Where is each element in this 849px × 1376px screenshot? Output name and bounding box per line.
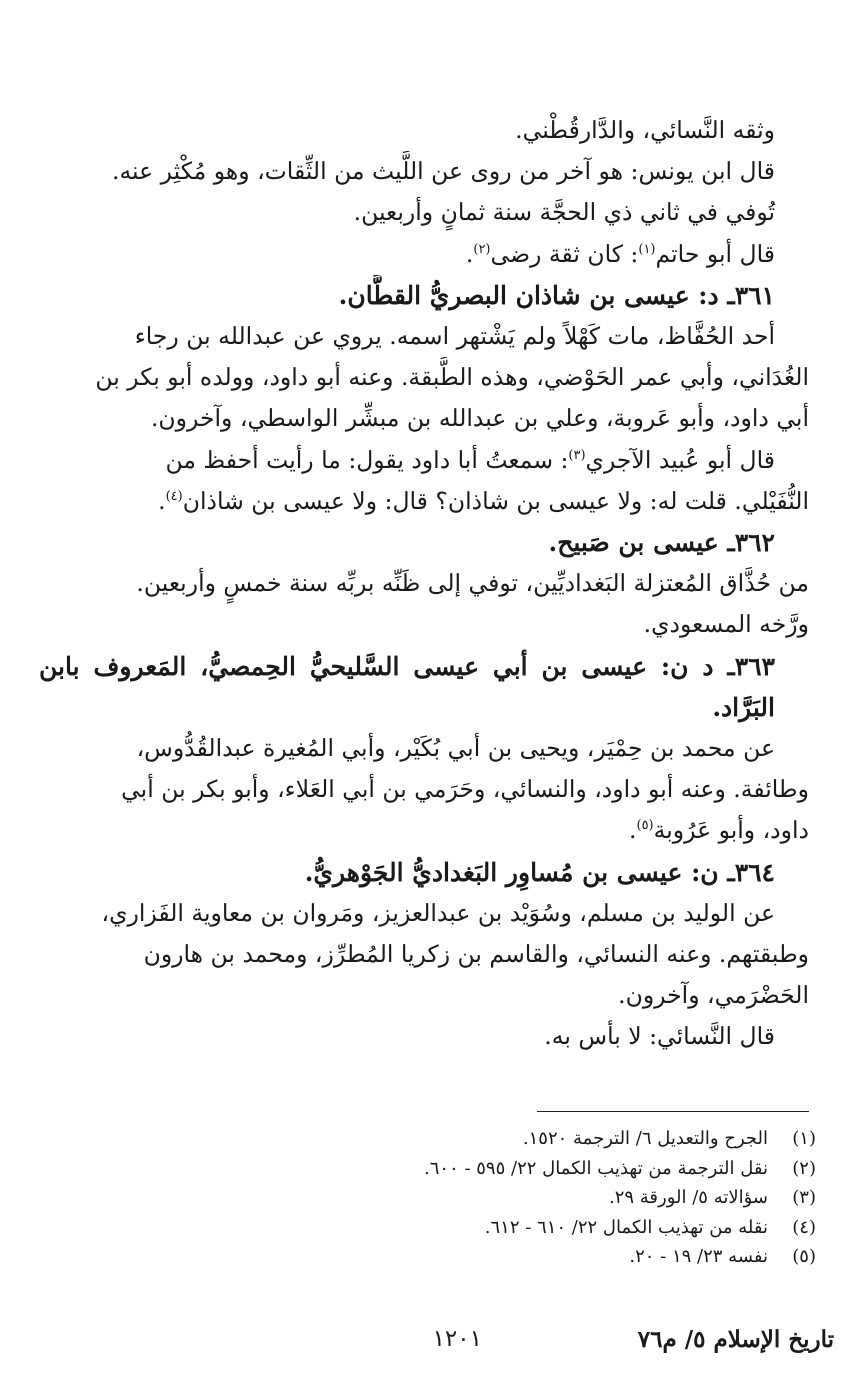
entry-heading-362: ٣٦٢ـ عيسى بن صَبيح.: [548, 528, 775, 558]
entry-heading-363: ٣٦٣ـ د ن: عيسى بن أبي عيسى السَّليحيُّ الحِمصيُّ، المَعروف بابن البَرَّاد.: [39, 651, 775, 722]
text-line: أبي داود، وأبو عَروبة، وعلي بن عبدالله بن مبشِّر الواسطي، وآخرون.: [150, 404, 809, 433]
footnote-text: نقله من تهذيب الكمال ٢٢/ ٦١٠ - ٦١٢.: [484, 1216, 768, 1238]
entry-heading-361: ٣٦١ـ د: عيسى بن شاذان البصريُّ القطَّان.: [338, 280, 775, 310]
text-line: أحد الحُفَّاظ، مات كَهْلاً ولم يَشْتهر اسمه. يروي عن عبدالله بن رجاء: [134, 322, 775, 351]
footnote: [116, 1154, 816, 1184]
footnote-number: (٥): [792, 1246, 816, 1267]
text-line: الحَضْرَمي، وآخرون.: [618, 981, 809, 1010]
text-line: قال النَّسائي: لا بأس به.: [544, 1022, 775, 1051]
text-line: عن الوليد بن مسلم، وسُوَيْد بن عبدالعزيز، ومَروان بن معاوية الفَزاري،: [101, 898, 775, 927]
text-line: من حُذَّاق المُعتزلة البَغداديِّين، توفي إلى ظَنِّه بربِّه سنة خمسٍ وأربعين.: [136, 569, 809, 598]
footnote-number: (١): [792, 1128, 816, 1149]
footnote-ref: (١): [638, 241, 656, 257]
text-line: وطائفة. وعنه أبو داود، والنسائي، وحَرَمي بن أبي العَلاء، وأبو بكر بن أبي: [121, 775, 809, 804]
text-line: داود، وأبو عَرُوبة$^{(٥)}$.: [629, 816, 809, 845]
text-line: قال أبو حاتم$^{(١)}$: كان ثقة رضى$^{(٢)}$.: [465, 239, 775, 268]
footnote-text: نقل الترجمة من تهذيب الكمال ٢٢/ ٥٩٥ - ٦٠٠.: [423, 1157, 768, 1179]
footnote-text: الجرح والتعديل ٦/ الترجمة ١٥٢٠.: [522, 1128, 768, 1149]
footnote: [116, 1213, 816, 1243]
text-line: الغُدَاني، وأبي عمر الحَوْضي، وهذه الطَّبقة. وعنه أبو داود، وولده أبو بكر بن: [95, 363, 809, 392]
footnote-ref: (٤): [165, 489, 183, 504]
footnote-divider: [537, 1111, 809, 1112]
main-text: [39, 110, 809, 1058]
footnote-text: نفسه ٢٣/ ١٩ - ٢٠.: [629, 1246, 768, 1267]
footnote-ref: (٢): [473, 241, 491, 257]
text-line: النُّفَيْلي. قلت له: ولا عيسى بن شاذان؟ قال: ولا عيسى بن شاذان$^{(٤)}$.: [158, 486, 809, 515]
footnote-number: (٢): [792, 1157, 816, 1179]
text-line: وطبقتهم. وعنه النسائي، والقاسم بن زكريا المُطرِّز، ومحمد بن هارون: [143, 940, 809, 969]
book-title: تاريخ الإسلام ٥/ م٧٦: [637, 1326, 834, 1353]
page-number: ١٢٠١: [432, 1326, 482, 1352]
text-line: قال أبو عُبيد الآجري$^{(٣)}$: سمعتُ أبا داود يقول: ما رأيت أحفظ من: [165, 445, 775, 474]
footnote-number: (٤): [792, 1216, 816, 1238]
footnotes: [116, 1124, 816, 1272]
text-line: عن محمد بن حِمْيَر، ويحيى بن أبي بُكَيْر، وأبي المُغيرة عبدالقُدُّوس،: [136, 734, 775, 763]
text-line: ورَّخه المسعودي.: [643, 610, 809, 639]
entry-heading-364: ٣٦٤ـ ن: عيسى بن مُساوِر البَغداديُّ الجَوْهريُّ.: [304, 857, 775, 887]
text-line: وثقه النَّسائي، والدَّارقُطْني.: [515, 116, 775, 144]
footnote: [116, 1124, 816, 1154]
footnote: [116, 1242, 816, 1272]
footnote: [116, 1183, 816, 1213]
page-footer: [14, 1326, 834, 1362]
text-line: تُوفي في ثاني ذي الحجَّة سنة ثمانٍ وأربعين.: [353, 198, 775, 227]
text-line: قال ابن يونس: هو آخر من روى عن اللَّيث من الثِّقات، وهو مُكْثِر عنه.: [111, 157, 775, 186]
footnote-ref: (٣): [568, 447, 586, 463]
footnote-ref: (٥): [636, 818, 654, 834]
footnote-number: (٣): [792, 1187, 816, 1208]
footnote-text: سؤالاته ٥/ الورقة ٢٩.: [608, 1187, 768, 1208]
